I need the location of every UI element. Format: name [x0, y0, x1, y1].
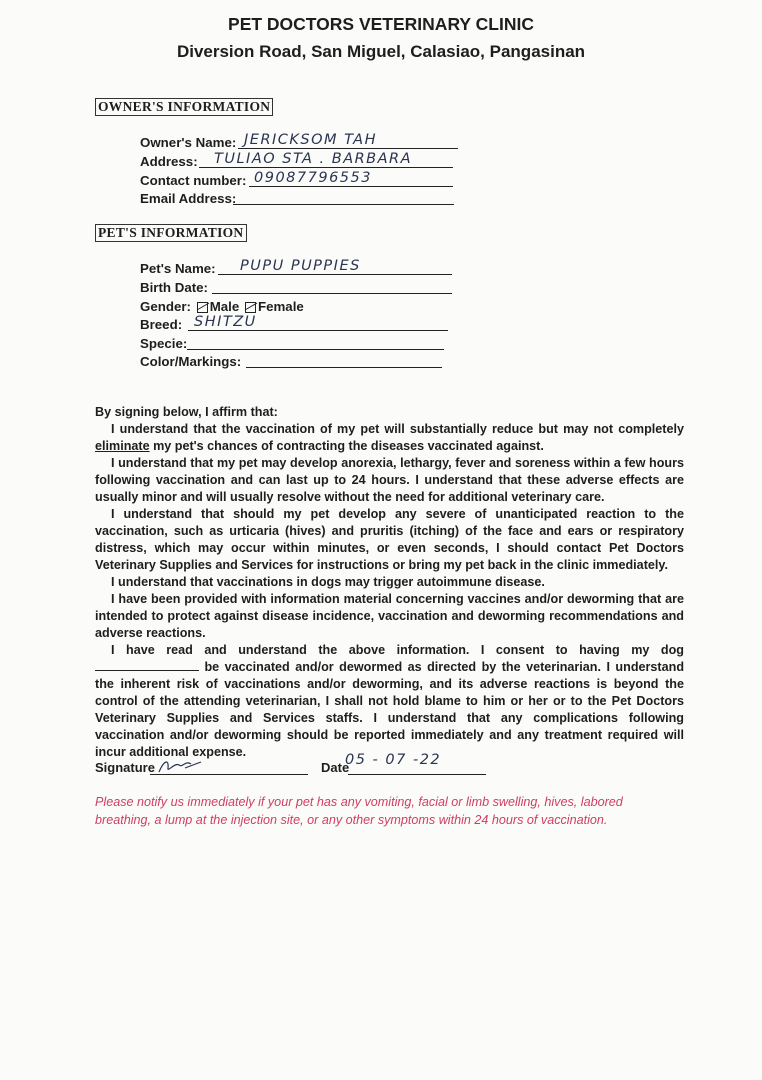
pet-color-line: [246, 349, 442, 368]
pet-specie-line: [187, 331, 444, 350]
vaccination-notice: Please notify us immediately if your pet has any vomiting, facial or limb swelling, hives, labored breathing, a lump at the injection site, or any other symptoms within 24 hours of vaccination.: [95, 795, 623, 827]
consent-p6-text-a: I have read and understand the above information. I consent to having my dog: [111, 643, 684, 657]
pet-breed-field[interactable]: [140, 314, 257, 332]
date-label: Date: [321, 760, 350, 775]
consent-paragraph-1: [95, 421, 684, 455]
signature-scribble: [155, 756, 207, 776]
pet-name-value: PUPU PUPPIES: [240, 258, 361, 274]
owner-contact-label: Contact number:: [140, 173, 247, 188]
owner-contact-field[interactable]: [140, 170, 372, 188]
pet-color-label: Color/Markings:: [140, 354, 242, 369]
owner-name-field[interactable]: [140, 132, 378, 150]
consent-p6-text-b: be vaccinated and/or dewormed as directed by the veterinarian. I understand the inherent risk of vaccinations and/or deworming, and its adverse reactions is beyond the control of the attending veterinarian, I shall not hold blame to him or her or to the Pet Doctors Veterinary Supplies and Services staffs. I understand that any complications following vaccination and/or deworming should be reported immediately and any treatment required will incur additional expense.: [95, 660, 685, 759]
pet-gender-label: Gender:: [140, 299, 191, 314]
owner-email-field[interactable]: [140, 191, 236, 206]
consent-paragraph-2: I understand that my pet may develop anorexia, lethargy, fever and soreness within a few hours following vaccination and can last up to 24 hours. I understand that these adverse effects are usually minor and will usually resolve without the need for additional veterinary care.: [95, 456, 684, 504]
owner-name-label: Owner's Name:: [140, 135, 237, 150]
owner-address-label: Address:: [140, 154, 198, 169]
pet-breed-value: SHITZU: [194, 314, 257, 330]
pet-specie-label: Specie:: [140, 336, 188, 351]
owner-address-value: TULIAO STA . BARBARA: [214, 151, 413, 167]
consent-paragraph-5: I have been provided with information material concerning vaccines and/or deworming that are intended to protect against disease incidence, vaccination and deworming recommendations and adverse reactions.: [95, 592, 684, 640]
consent-p1-text-b: my pet's chances of contracting the diseases vaccinated against.: [149, 439, 544, 453]
dog-name-blank[interactable]: [95, 659, 199, 671]
consent-paragraph-3: I understand that should my pet develop any severe of unanticipated reaction to the vaccination, such as urticaria (hives) and pruritis (itching) of the face and ears or respiratory distress, which may occur within minutes, or even seconds, I should contact Pet Doctors Veterinary Supplies and Services for instructions or bring my pet back in the clinic immediately.: [95, 507, 684, 572]
pet-birthdate-field[interactable]: [140, 280, 208, 295]
gender-female-label: Female: [257, 299, 304, 314]
consent-paragraph-4: I understand that vaccinations in dogs may trigger autoimmune disease.: [111, 575, 545, 589]
consent-text: [95, 404, 684, 761]
pet-birthdate-label: Birth Date:: [140, 280, 208, 295]
clinic-name: PET DOCTORS VETERINARY CLINIC: [228, 14, 534, 34]
clinic-address: Diversion Road, San Miguel, Calasiao, Pangasinan: [176, 42, 586, 61]
pet-specie-field[interactable]: [140, 336, 187, 351]
pet-birthdate-line: [212, 275, 452, 294]
consent-intro: By signing below, I affirm that:: [95, 405, 278, 419]
consent-p1-text-a: I understand that the vaccination of my pet will substantially reduce but may not completely: [111, 422, 684, 436]
pet-name-field[interactable]: [140, 258, 361, 276]
consent-p1-underlined: eliminate: [95, 439, 150, 453]
signature-label: Signature: [95, 760, 155, 775]
pet-color-field[interactable]: [140, 354, 241, 369]
consent-paragraph-6: [95, 642, 684, 761]
date-value: 05 - 07 -22: [345, 752, 442, 768]
owner-contact-value: 09087796553: [254, 170, 372, 186]
owner-email-line: [233, 186, 454, 205]
pet-name-label: Pet's Name:: [140, 261, 216, 276]
owner-address-field[interactable]: [140, 151, 413, 169]
pet-section-title: PET'S INFORMATION: [95, 224, 247, 242]
owner-email-label: Email Address:: [140, 191, 237, 206]
gender-male-label: Male: [209, 299, 240, 314]
owner-section-title: OWNER'S INFORMATION: [95, 98, 273, 116]
pet-breed-label: Breed:: [140, 317, 183, 332]
owner-name-value: JERICKSOM TAH: [244, 132, 378, 148]
